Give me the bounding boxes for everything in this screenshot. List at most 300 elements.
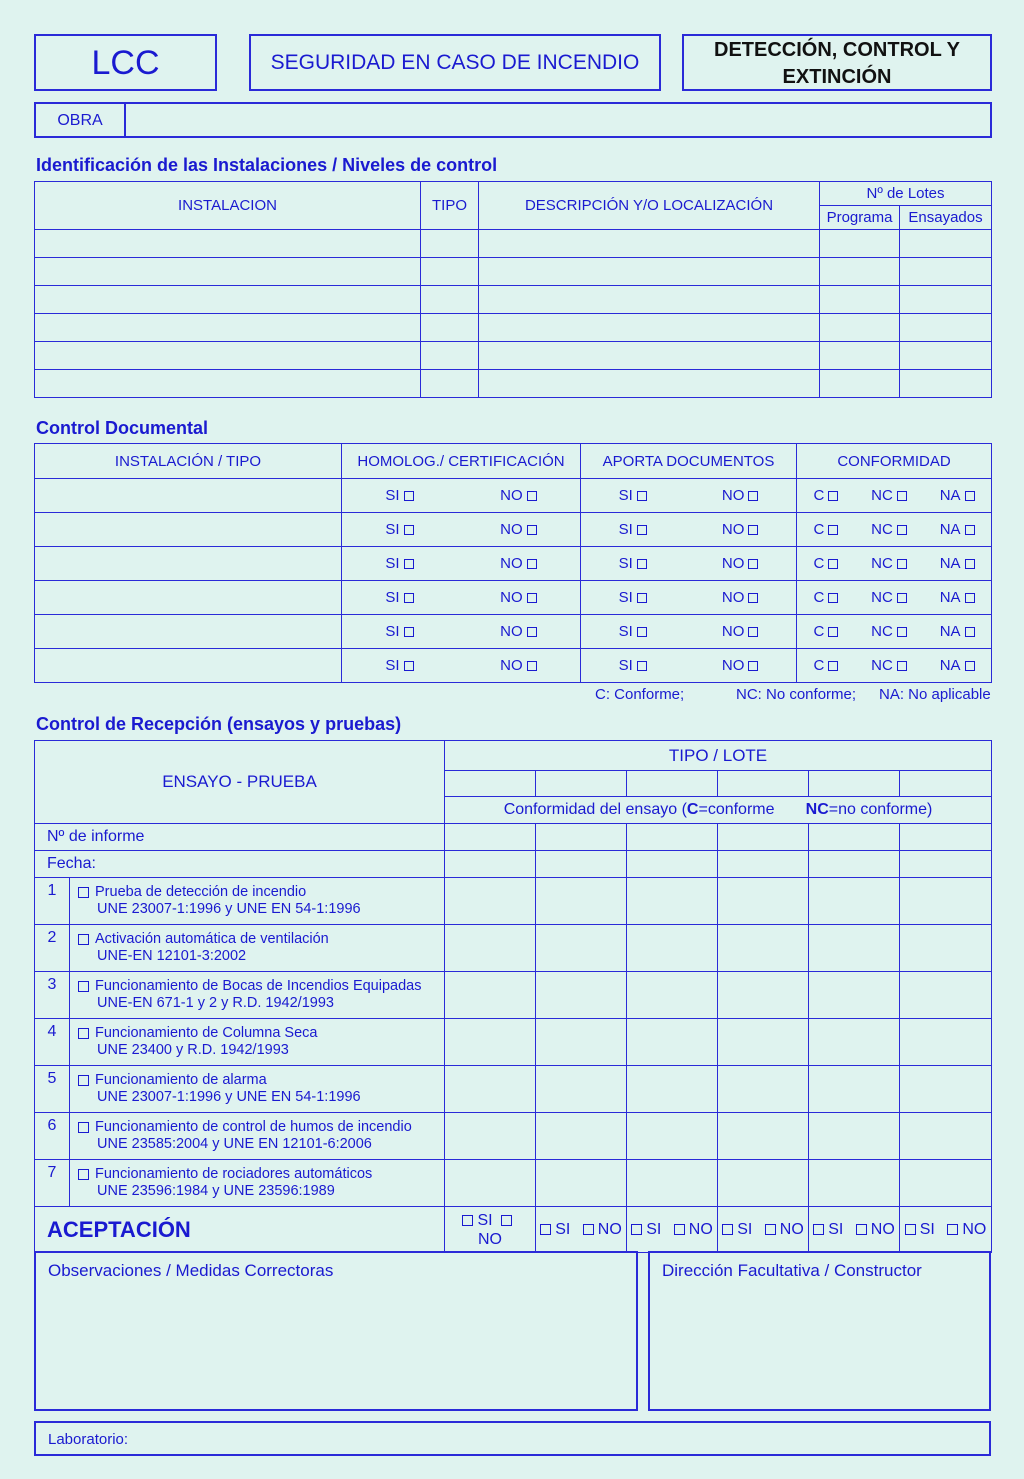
checkbox-icon[interactable] [897, 661, 907, 671]
test-norm: UNE-EN 12101-3:2002 [97, 948, 247, 964]
option-no[interactable] [500, 555, 537, 572]
option-no-label: NO [721, 487, 745, 504]
option-no[interactable] [722, 623, 759, 640]
aceptacion-si[interactable] [905, 1221, 935, 1238]
doc-instalacion-cell[interactable] [35, 581, 342, 615]
option-c-label: C [813, 521, 825, 538]
option-si-label: SI [385, 657, 400, 674]
option-no[interactable] [722, 487, 759, 504]
aceptacion-si[interactable] [540, 1221, 570, 1238]
result-cell[interactable] [809, 925, 900, 972]
test-name: Funcionamiento de Columna Seca [95, 1025, 318, 1041]
conf-suffix: =no conforme) [828, 801, 933, 818]
checkbox-icon[interactable] [78, 1028, 89, 1039]
result-cell[interactable] [536, 1160, 627, 1207]
checkbox-icon[interactable] [78, 1122, 89, 1133]
option-si[interactable] [385, 555, 413, 572]
result-cell[interactable] [718, 1113, 809, 1160]
test-number: 3 [35, 972, 70, 1019]
option-na-label: NA [939, 487, 961, 504]
ident-cell[interactable] [820, 230, 900, 258]
checkbox-icon[interactable] [897, 525, 907, 535]
informe-cell[interactable] [900, 824, 992, 851]
result-cell[interactable] [718, 1160, 809, 1207]
checkbox-icon[interactable] [897, 491, 907, 501]
doc-option-cell [342, 479, 581, 513]
option-si[interactable] [385, 521, 413, 538]
option-nc[interactable] [871, 521, 907, 538]
checkbox-icon[interactable] [78, 1169, 89, 1180]
doc-instalacion-cell[interactable] [35, 479, 342, 513]
ident-cell[interactable] [421, 370, 479, 398]
ident-cell[interactable] [479, 286, 820, 314]
ident-cell[interactable] [35, 342, 421, 370]
option-si[interactable] [619, 589, 647, 606]
checkbox-icon[interactable] [527, 593, 537, 603]
fecha-cell[interactable] [627, 851, 718, 878]
ident-cell[interactable] [900, 370, 992, 398]
test-description [70, 1113, 445, 1160]
checkbox-icon[interactable] [897, 627, 907, 637]
checkbox-icon[interactable] [501, 1215, 512, 1226]
recepcion-title: Control de Recepción (ensayos y pruebas) [36, 714, 402, 734]
checkbox-icon[interactable] [637, 559, 647, 569]
result-cell[interactable] [718, 925, 809, 972]
fecha-cell[interactable] [718, 851, 809, 878]
result-cell[interactable] [900, 972, 992, 1019]
result-cell[interactable] [536, 972, 627, 1019]
aceptacion-si-label: SI [919, 1220, 935, 1238]
option-si[interactable] [385, 623, 413, 640]
option-na[interactable] [940, 555, 975, 572]
doc-col-aporta: APORTA DOCUMENTOS [581, 444, 797, 479]
test-description [70, 878, 445, 925]
checkbox-icon[interactable] [765, 1224, 776, 1235]
option-no[interactable] [500, 623, 537, 640]
ident-row [35, 258, 992, 286]
doc-option-cell [342, 649, 581, 683]
result-cell[interactable] [445, 1066, 536, 1113]
tipo-lote-cell[interactable] [809, 771, 900, 797]
test-name: Funcionamiento de Bocas de Incendios Equipadas [95, 978, 422, 994]
result-cell[interactable] [809, 1019, 900, 1066]
option-nc-label: NC [871, 487, 893, 504]
option-na[interactable] [940, 657, 975, 674]
checkbox-icon[interactable] [527, 491, 537, 501]
option-nc[interactable] [871, 555, 907, 572]
doc-instalacion-cell[interactable] [35, 615, 342, 649]
test-row [35, 972, 992, 1019]
logo-text: LCC [91, 44, 160, 82]
aceptacion-no[interactable] [856, 1221, 895, 1238]
aceptacion-si[interactable] [631, 1221, 661, 1238]
result-cell[interactable] [627, 925, 718, 972]
ident-cell[interactable] [421, 286, 479, 314]
test-name: Funcionamiento de rociadores automáticos [95, 1166, 373, 1182]
option-c[interactable] [813, 657, 838, 674]
result-cell[interactable] [809, 878, 900, 925]
checkbox-icon[interactable] [78, 981, 89, 992]
option-c[interactable] [813, 555, 838, 572]
option-c[interactable] [813, 521, 838, 538]
ident-cell[interactable] [35, 230, 421, 258]
ident-cell[interactable] [35, 370, 421, 398]
result-cell[interactable] [718, 972, 809, 1019]
checkbox-icon[interactable] [856, 1224, 867, 1235]
checkbox-icon[interactable] [905, 1224, 916, 1235]
aceptacion-cell[interactable] [627, 1207, 718, 1253]
option-si-label: SI [618, 521, 633, 538]
result-cell[interactable] [627, 972, 718, 1019]
option-no-label: NO [500, 657, 523, 674]
checkbox-icon[interactable] [722, 1224, 733, 1235]
ident-row [35, 342, 992, 370]
checkbox-icon[interactable] [748, 661, 758, 671]
aceptacion-no[interactable] [674, 1221, 713, 1238]
result-cell[interactable] [536, 1066, 627, 1113]
option-no[interactable] [722, 555, 759, 572]
checkbox-icon[interactable] [947, 1224, 958, 1235]
col-descripcion: DESCRIPCIÓN Y/O LOCALIZACIÓN [479, 182, 820, 230]
option-no[interactable] [500, 589, 537, 606]
option-nc-label: NC [871, 555, 893, 572]
laboratorio-box[interactable] [34, 1421, 991, 1456]
col-ensayados: Ensayados [900, 206, 992, 230]
result-cell[interactable] [900, 1160, 992, 1207]
option-c-label: C [813, 623, 825, 640]
checkbox-icon[interactable] [404, 627, 414, 637]
option-na[interactable] [940, 521, 975, 538]
tipo-lote-cell[interactable] [627, 771, 718, 797]
title-box [249, 34, 661, 91]
option-si[interactable] [385, 589, 413, 606]
result-cell[interactable] [536, 1019, 627, 1066]
checkbox-icon[interactable] [404, 593, 414, 603]
checkbox-icon[interactable] [748, 559, 758, 569]
result-cell[interactable] [718, 1019, 809, 1066]
ident-cell[interactable] [820, 314, 900, 342]
option-na-label: NA [939, 623, 961, 640]
test-number: 7 [35, 1160, 70, 1207]
option-si-label: SI [385, 555, 400, 572]
option-nc[interactable] [871, 589, 907, 606]
checkbox-icon[interactable] [637, 491, 647, 501]
tipo-lote-cell[interactable] [900, 771, 992, 797]
checkbox-icon[interactable] [583, 1224, 594, 1235]
checkbox-icon[interactable] [828, 491, 838, 501]
ident-cell[interactable] [820, 370, 900, 398]
checkbox-icon[interactable] [897, 559, 907, 569]
result-cell[interactable] [900, 878, 992, 925]
aceptacion-si[interactable] [813, 1221, 843, 1238]
fecha-cell[interactable] [536, 851, 627, 878]
option-no[interactable] [500, 521, 537, 538]
option-na[interactable] [940, 487, 975, 504]
result-cell[interactable] [627, 1113, 718, 1160]
aceptacion-si-label: SI [555, 1220, 571, 1238]
result-cell[interactable] [900, 925, 992, 972]
checkbox-icon[interactable] [631, 1224, 642, 1235]
ident-cell[interactable] [820, 286, 900, 314]
checkbox-icon[interactable] [965, 661, 975, 671]
checkbox-icon[interactable] [965, 491, 975, 501]
option-si[interactable] [619, 487, 647, 504]
aceptacion-no[interactable] [583, 1221, 622, 1238]
ident-cell[interactable] [479, 314, 820, 342]
ident-row [35, 230, 992, 258]
result-cell[interactable] [627, 1019, 718, 1066]
option-no-label: NO [721, 657, 745, 674]
fecha-cell[interactable] [900, 851, 992, 878]
checkbox-icon[interactable] [828, 627, 838, 637]
checkbox-icon[interactable] [404, 491, 414, 501]
direccion-box[interactable] [648, 1251, 991, 1411]
option-si[interactable] [619, 521, 647, 538]
test-name: Funcionamiento de alarma [95, 1072, 267, 1088]
result-cell[interactable] [445, 925, 536, 972]
result-cell[interactable] [809, 1160, 900, 1207]
doc-option-cell [342, 547, 581, 581]
option-no-label: NO [721, 555, 745, 572]
aceptacion-si-label: SI [737, 1220, 753, 1238]
checkbox-icon[interactable] [637, 661, 647, 671]
identificacion-table [34, 181, 992, 398]
ident-cell[interactable] [900, 286, 992, 314]
checkbox-icon[interactable] [78, 887, 89, 898]
aceptacion-si-label: SI [828, 1220, 844, 1238]
ident-cell[interactable] [820, 258, 900, 286]
ident-cell[interactable] [479, 342, 820, 370]
checkbox-icon[interactable] [813, 1224, 824, 1235]
doc-row [35, 649, 992, 683]
option-c[interactable] [813, 623, 838, 640]
result-cell[interactable] [809, 1113, 900, 1160]
checkbox-icon[interactable] [828, 593, 838, 603]
option-na[interactable] [940, 623, 975, 640]
result-cell[interactable] [627, 1160, 718, 1207]
doc-instalacion-cell[interactable] [35, 649, 342, 683]
result-cell[interactable] [900, 1019, 992, 1066]
informe-cell[interactable] [445, 824, 536, 851]
checkbox-icon[interactable] [637, 593, 647, 603]
aceptacion-no[interactable] [765, 1221, 804, 1238]
result-cell[interactable] [536, 925, 627, 972]
checkbox-icon[interactable] [748, 593, 758, 603]
result-cell[interactable] [718, 1066, 809, 1113]
result-cell[interactable] [536, 878, 627, 925]
option-no[interactable] [500, 487, 537, 504]
checkbox-icon[interactable] [748, 627, 758, 637]
option-c[interactable] [813, 589, 838, 606]
ident-cell[interactable] [479, 230, 820, 258]
checkbox-icon[interactable] [965, 593, 975, 603]
aceptacion-cell[interactable] [809, 1207, 900, 1253]
aceptacion-cell[interactable] [536, 1207, 627, 1253]
checkbox-icon[interactable] [404, 661, 414, 671]
col-tipo-lote: TIPO / LOTE [445, 741, 992, 771]
result-cell[interactable] [445, 878, 536, 925]
option-si[interactable] [619, 623, 647, 640]
result-cell[interactable] [445, 1160, 536, 1207]
checkbox-icon[interactable] [965, 627, 975, 637]
checkbox-icon[interactable] [828, 525, 838, 535]
option-nc[interactable] [871, 657, 907, 674]
checkbox-icon[interactable] [965, 559, 975, 569]
doc-option-cell [797, 581, 992, 615]
result-cell[interactable] [445, 1113, 536, 1160]
aceptacion-si-label: SI [477, 1211, 493, 1229]
conf-c: C [686, 801, 699, 818]
aceptacion-si[interactable] [722, 1221, 752, 1238]
ident-row [35, 370, 992, 398]
checkbox-icon[interactable] [637, 525, 647, 535]
test-norm: UNE 23596:1984 y UNE 23596:1989 [97, 1183, 335, 1199]
ident-cell[interactable] [900, 342, 992, 370]
result-cell[interactable] [900, 1113, 992, 1160]
result-cell[interactable] [445, 1019, 536, 1066]
test-row [35, 1113, 992, 1160]
result-cell[interactable] [809, 972, 900, 1019]
option-no[interactable] [722, 657, 759, 674]
fecha-cell[interactable] [809, 851, 900, 878]
option-c-label: C [813, 657, 825, 674]
checkbox-icon[interactable] [828, 661, 838, 671]
checkbox-icon[interactable] [527, 525, 537, 535]
laboratorio-label: Laboratorio: [48, 1431, 129, 1448]
checkbox-icon[interactable] [78, 934, 89, 945]
result-cell[interactable] [900, 1066, 992, 1113]
test-name: Prueba de detección de incendio [95, 884, 307, 900]
test-norm: UNE 23585:2004 y UNE EN 12101-6:2006 [97, 1136, 372, 1152]
option-si[interactable] [619, 555, 647, 572]
checkbox-icon[interactable] [897, 593, 907, 603]
result-cell[interactable] [627, 878, 718, 925]
option-na-label: NA [939, 657, 961, 674]
ident-cell[interactable] [35, 286, 421, 314]
checkbox-icon[interactable] [527, 661, 537, 671]
aceptacion-no[interactable] [947, 1221, 986, 1238]
aceptacion-no-label: NO [779, 1220, 804, 1238]
checkbox-icon[interactable] [965, 525, 975, 535]
informe-cell[interactable] [627, 824, 718, 851]
tipo-lote-cell[interactable] [445, 771, 536, 797]
test-norm: UNE 23007-1:1996 y UNE EN 54-1:1996 [97, 901, 361, 917]
tipo-lote-cell[interactable] [718, 771, 809, 797]
test-description [70, 1066, 445, 1113]
option-na-label: NA [939, 555, 961, 572]
option-nc[interactable] [871, 487, 907, 504]
ident-cell[interactable] [820, 342, 900, 370]
observaciones-box[interactable] [34, 1251, 638, 1411]
checkbox-icon[interactable] [828, 559, 838, 569]
obra-label-cell [36, 104, 126, 136]
ident-cell[interactable] [421, 258, 479, 286]
ident-cell[interactable] [35, 314, 421, 342]
option-no[interactable] [722, 521, 759, 538]
informe-cell[interactable] [809, 824, 900, 851]
option-na[interactable] [940, 589, 975, 606]
subtitle-box [682, 34, 992, 91]
option-si[interactable] [385, 487, 413, 504]
option-nc[interactable] [871, 623, 907, 640]
option-nc-label: NC [871, 657, 893, 674]
ident-cell[interactable] [479, 370, 820, 398]
legend-nc: NC: No conforme; [736, 686, 857, 703]
ident-cell[interactable] [900, 258, 992, 286]
fecha-cell[interactable] [445, 851, 536, 878]
doc-option-cell [581, 547, 797, 581]
ident-cell[interactable] [479, 258, 820, 286]
option-c[interactable] [813, 487, 838, 504]
doc-instalacion-cell[interactable] [35, 547, 342, 581]
checkbox-icon[interactable] [540, 1224, 551, 1235]
result-cell[interactable] [627, 1066, 718, 1113]
col-ensayo [35, 741, 445, 824]
aceptacion-no-label: NO [597, 1220, 622, 1238]
checkbox-icon[interactable] [404, 525, 414, 535]
observaciones-label: Observaciones / Medidas Correctoras [48, 1261, 334, 1280]
aceptacion-cell[interactable] [900, 1207, 992, 1253]
option-no[interactable] [500, 657, 537, 674]
logo-box [34, 34, 217, 91]
ident-cell[interactable] [900, 230, 992, 258]
option-c-label: C [813, 589, 825, 606]
checkbox-icon[interactable] [674, 1224, 685, 1235]
documental-title: Control Documental [36, 418, 209, 438]
doc-option-cell [342, 581, 581, 615]
col-programa: Programa [820, 206, 900, 230]
informe-cell[interactable] [718, 824, 809, 851]
checkbox-icon[interactable] [527, 627, 537, 637]
aceptacion-cell[interactable] [718, 1207, 809, 1253]
doc-option-cell [581, 581, 797, 615]
test-number: 6 [35, 1113, 70, 1160]
result-cell[interactable] [536, 1113, 627, 1160]
test-number: 1 [35, 878, 70, 925]
option-nc-label: NC [871, 623, 893, 640]
option-no[interactable] [722, 589, 759, 606]
ident-cell[interactable] [900, 314, 992, 342]
option-si[interactable] [619, 657, 647, 674]
checkbox-icon[interactable] [78, 1075, 89, 1086]
checkbox-icon[interactable] [748, 525, 758, 535]
ident-cell[interactable] [35, 258, 421, 286]
checkbox-icon[interactable] [462, 1215, 473, 1226]
doc-instalacion-cell[interactable] [35, 513, 342, 547]
col-tipo: TIPO [421, 182, 479, 230]
checkbox-icon[interactable] [637, 627, 647, 637]
obra-field[interactable] [128, 104, 990, 136]
informe-cell[interactable] [536, 824, 627, 851]
checkbox-icon[interactable] [748, 491, 758, 501]
tipo-lote-cell[interactable] [536, 771, 627, 797]
ident-cell[interactable] [421, 230, 479, 258]
option-no-label: NO [721, 623, 745, 640]
ident-cell[interactable] [421, 342, 479, 370]
result-cell[interactable] [445, 972, 536, 1019]
option-si[interactable] [385, 657, 413, 674]
checkbox-icon[interactable] [527, 559, 537, 569]
checkbox-icon[interactable] [404, 559, 414, 569]
aceptacion-first[interactable] [445, 1207, 536, 1253]
aceptacion-si[interactable] [462, 1212, 492, 1229]
result-cell[interactable] [809, 1066, 900, 1113]
result-cell[interactable] [718, 878, 809, 925]
test-number: 2 [35, 925, 70, 972]
option-si-label: SI [618, 487, 633, 504]
option-si-label: SI [618, 589, 633, 606]
ident-cell[interactable] [421, 314, 479, 342]
